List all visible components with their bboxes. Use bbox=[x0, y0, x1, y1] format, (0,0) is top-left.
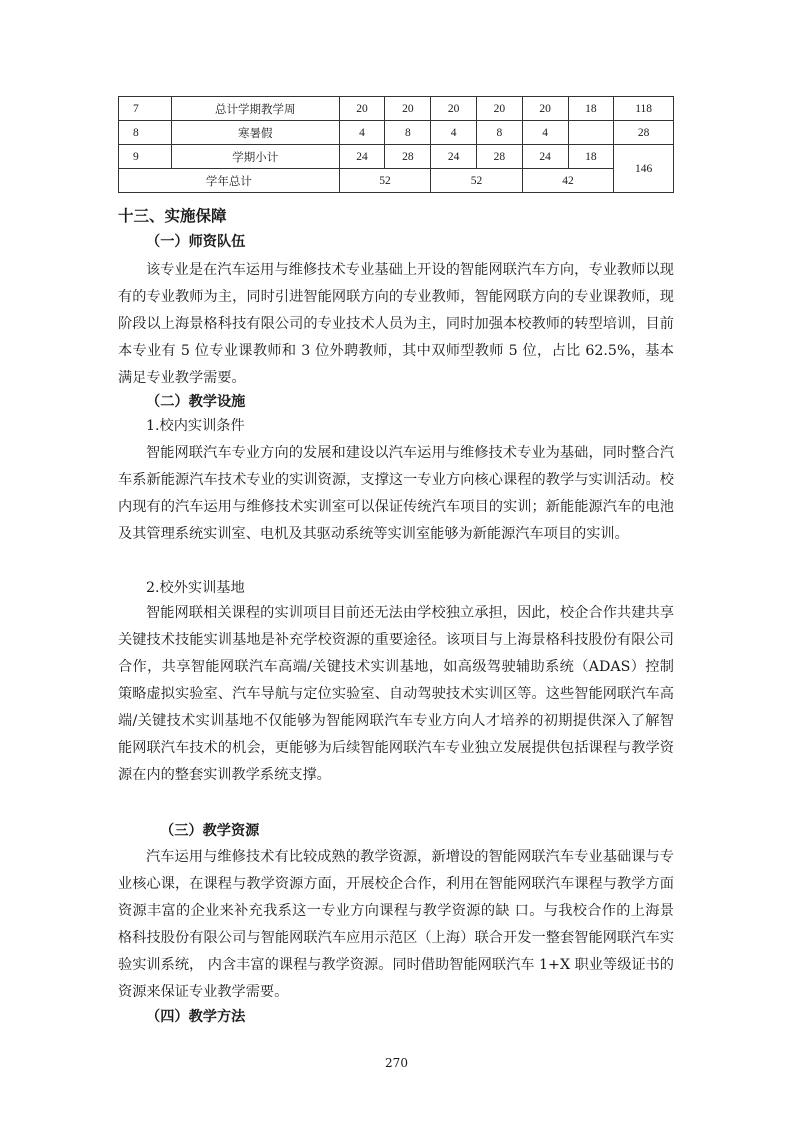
row-number: 8 bbox=[119, 121, 172, 145]
cell: 28 bbox=[385, 145, 431, 169]
cell: 18 bbox=[568, 97, 614, 121]
year-total: 52 bbox=[339, 169, 431, 193]
subsection-heading-faculty: （一）师资队伍 bbox=[146, 234, 246, 250]
row-number: 7 bbox=[119, 97, 172, 121]
grand-total: 146 bbox=[614, 145, 674, 193]
cell: 18 bbox=[568, 145, 614, 169]
subsection-heading-facilities: （二）教学设施 bbox=[146, 394, 246, 410]
row-label: 总计学期教学周 bbox=[171, 97, 339, 121]
item-heading-oncampus: 1.校内实训条件 bbox=[146, 418, 245, 434]
row-label: 寒暑假 bbox=[171, 121, 339, 145]
cell: 8 bbox=[476, 121, 522, 145]
paragraph-oncampus: 智能网联汽车专业方向的发展和建设以汽车运用与维修技术专业为基础，同时整合汽车系新能源汽车技术专业的实训资源，支撑这一专业方向核心课程的教学与实训活动。校内现有的汽车运用与维修技术实训室可以保证传统汽车项目的实训；新能能源汽车的电池及其管理系统实训室、电机及其驱动系统等实训室能够为新能源汽车项目的实训。 bbox=[118, 445, 674, 542]
section-heading: 十三、实施保障 bbox=[118, 206, 227, 225]
cell: 20 bbox=[522, 97, 568, 121]
cell: 24 bbox=[431, 145, 477, 169]
cell: 28 bbox=[476, 145, 522, 169]
paragraph-faculty: 该专业是在汽车运用与维修技术专业基础上开设的智能网联汽车方向，专业教师以现有的专业教师为主，同时引进智能网联方向的专业教师，智能网联方向的专业课教师，现阶段以上海景格科技有限公司的专业技术人员为主，同时加强本校教师的转型培训，目前本专业有 5 位专业课教师和 3 位外聘教师，其中双师型教师 5 位，占比 62.5%，基本满足专业教学需要。 bbox=[118, 262, 674, 386]
cell: 8 bbox=[385, 121, 431, 145]
table-row bbox=[119, 169, 674, 193]
table-row bbox=[119, 97, 674, 121]
semester-table bbox=[118, 96, 674, 193]
table-row bbox=[119, 121, 674, 145]
year-total: 42 bbox=[522, 169, 614, 193]
year-total-label: 学年总计 bbox=[119, 169, 340, 193]
page-number: 270 bbox=[385, 1056, 408, 1070]
subsection-heading-resources: （三）教学资源 bbox=[160, 823, 260, 839]
item-heading-offcampus: 2.校外实训基地 bbox=[146, 580, 245, 596]
row-total: 28 bbox=[614, 121, 674, 145]
row-number: 9 bbox=[119, 145, 172, 169]
cell: 24 bbox=[339, 145, 385, 169]
cell: 4 bbox=[339, 121, 385, 145]
cell: 24 bbox=[522, 145, 568, 169]
table-row bbox=[119, 145, 674, 169]
row-total: 118 bbox=[614, 97, 674, 121]
cell: 4 bbox=[522, 121, 568, 145]
row-label: 学期小计 bbox=[171, 145, 339, 169]
cell: 20 bbox=[476, 97, 522, 121]
cell bbox=[568, 121, 614, 145]
cell: 20 bbox=[385, 97, 431, 121]
cell: 4 bbox=[431, 121, 477, 145]
paragraph-offcampus: 智能网联相关课程的实训项目目前还无法由学校独立承担，因此，校企合作共建共享关键技术技能实训基地是补充学校资源的重要途径。该项目与上海景格科技股份有限公司合作，共享智能网联汽车高端/关键技术实训基地，如高级驾驶辅助系统（ADAS）控制策略虚拟实验室、汽车导航与定位实验室、自动驾驶技术实训区等。这些智能网联汽车高端/关键技术实训基地不仅能够为智能网联汽车专业方向人才培养的初期提供深入了解智能网联汽车技术的机会，更能够为后续智能网联汽车专业独立发展提供包括课程与教学资源在内的整套实训教学系统支撑。 bbox=[118, 605, 674, 783]
year-total: 52 bbox=[431, 169, 523, 193]
cell: 20 bbox=[431, 97, 477, 121]
cell: 20 bbox=[339, 97, 385, 121]
paragraph-resources: 汽车运用与维修技术有比较成熟的教学资源，新增设的智能网联汽车专业基础课与专业核心课，在课程与教学资源方面，开展校企合作，利用在智能网联汽车课程与教学方面资源丰富的企业来补充我系这一专业方向课程与教学资源的缺 口。与我校合作的上海景格科技股份有限公司与智能网联汽车应用示范区（上海）联合开发一整套智能网联汽车实验实训系统， 内含丰富的课程与教学资源。同时借助智能网联汽车 1+X 职业等级证书的资源来保证专业教学需要。 bbox=[118, 849, 674, 1000]
subsection-heading-methods: （四）教学方法 bbox=[146, 1009, 246, 1025]
